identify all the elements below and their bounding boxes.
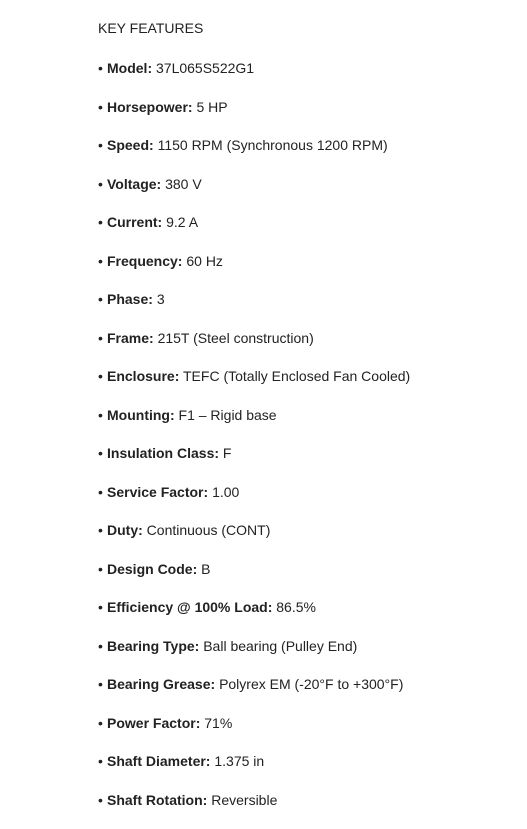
- spec-label: Current:: [107, 214, 162, 230]
- spec-item: [98, 483, 518, 522]
- spec-value: 86.5%: [276, 599, 316, 615]
- spec-item: [98, 752, 518, 791]
- spec-value: B: [201, 561, 210, 577]
- spec-label: Design Code:: [107, 561, 197, 577]
- bullet-icon: •: [98, 136, 107, 154]
- spec-label: Frequency:: [107, 253, 182, 269]
- spec-label: Enclosure:: [107, 368, 179, 384]
- spec-label: Bearing Grease:: [107, 676, 215, 692]
- spec-item: [98, 136, 518, 175]
- bullet-icon: •: [98, 714, 107, 732]
- spec-label: Shaft Rotation:: [107, 792, 207, 808]
- bullet-icon: •: [98, 521, 107, 539]
- spec-label: Service Factor:: [107, 484, 208, 500]
- spec-value: Polyrex EM (-20°F to +300°F): [219, 676, 403, 692]
- spec-value: F1 – Rigid base: [179, 407, 277, 423]
- spec-label: Shaft Diameter:: [107, 753, 210, 769]
- spec-item: [98, 791, 518, 829]
- bullet-icon: •: [98, 637, 107, 655]
- bullet-icon: •: [98, 329, 107, 347]
- spec-value: F: [223, 445, 232, 461]
- spec-label: Power Factor:: [107, 715, 200, 731]
- spec-item: [98, 290, 518, 329]
- bullet-icon: •: [98, 290, 107, 308]
- bullet-icon: •: [98, 675, 107, 693]
- spec-label: Voltage:: [107, 176, 161, 192]
- spec-item: [98, 367, 518, 406]
- bullet-icon: •: [98, 791, 107, 809]
- spec-label: Efficiency @ 100% Load:: [107, 599, 272, 615]
- spec-label: Bearing Type:: [107, 638, 199, 654]
- spec-item: [98, 175, 518, 214]
- spec-label: Model:: [107, 60, 152, 76]
- spec-item: [98, 213, 518, 252]
- spec-value: Ball bearing (Pulley End): [203, 638, 357, 654]
- spec-value: 3: [157, 291, 165, 307]
- bullet-icon: •: [98, 560, 107, 578]
- spec-item: [98, 714, 518, 753]
- spec-item: [98, 98, 518, 137]
- spec-label: Phase:: [107, 291, 153, 307]
- spec-item: [98, 406, 518, 445]
- bullet-icon: •: [98, 98, 107, 116]
- spec-label: Frame:: [107, 330, 154, 346]
- bullet-icon: •: [98, 406, 107, 424]
- bullet-icon: •: [98, 252, 107, 270]
- bullet-icon: •: [98, 444, 107, 462]
- spec-label: Mounting:: [107, 407, 175, 423]
- spec-value: 9.2 A: [166, 214, 198, 230]
- bullet-icon: •: [98, 598, 107, 616]
- bullet-icon: •: [98, 59, 107, 77]
- spec-value: 71%: [204, 715, 232, 731]
- spec-value: Continuous (CONT): [147, 522, 271, 538]
- spec-label: Speed:: [107, 137, 154, 153]
- spec-item: [98, 59, 518, 98]
- bullet-icon: •: [98, 752, 107, 770]
- spec-value: 1150 RPM (Synchronous 1200 RPM): [158, 137, 388, 153]
- bullet-icon: •: [98, 367, 107, 385]
- bullet-icon: •: [98, 175, 107, 193]
- spec-list: [98, 59, 518, 829]
- spec-label: Horsepower:: [107, 99, 193, 115]
- bullet-icon: •: [98, 213, 107, 231]
- spec-item: [98, 598, 518, 637]
- spec-value: 1.375 in: [214, 753, 264, 769]
- spec-value: TEFC (Totally Enclosed Fan Cooled): [183, 368, 410, 384]
- spec-value: 215T (Steel construction): [158, 330, 314, 346]
- bullet-icon: •: [98, 483, 107, 501]
- spec-value: 37L065S522G1: [156, 60, 254, 76]
- spec-item: [98, 444, 518, 483]
- spec-value: 380 V: [165, 176, 202, 192]
- spec-item: [98, 560, 518, 599]
- spec-item: [98, 675, 518, 714]
- spec-value: 1.00: [212, 484, 239, 500]
- spec-item: [98, 252, 518, 291]
- spec-item: [98, 637, 518, 676]
- spec-label: Duty:: [107, 522, 143, 538]
- section-heading: KEY FEATURES: [98, 20, 203, 36]
- spec-value: 60 Hz: [186, 253, 223, 269]
- spec-item: [98, 329, 518, 368]
- spec-label: Insulation Class:: [107, 445, 219, 461]
- spec-item: [98, 521, 518, 560]
- spec-value: 5 HP: [196, 99, 227, 115]
- spec-value: Reversible: [211, 792, 277, 808]
